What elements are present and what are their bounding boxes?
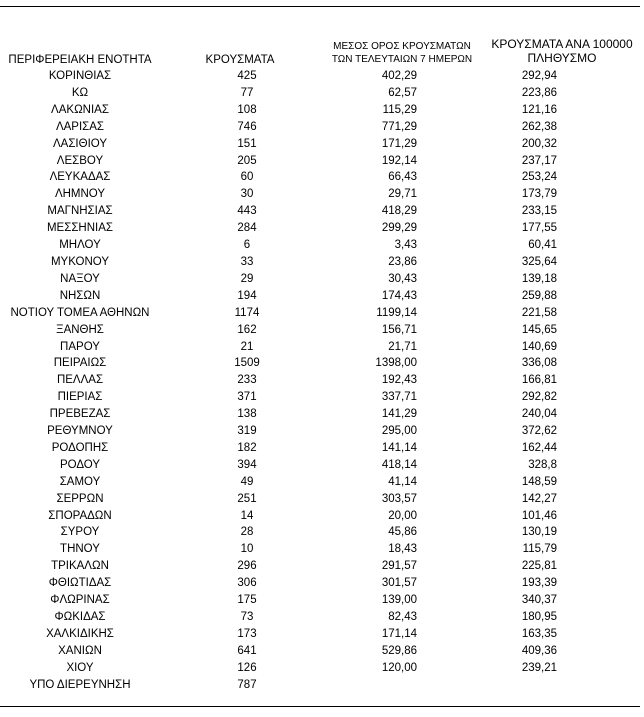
- header-cases-per-100k: [477, 37, 644, 65]
- table-row: [0, 136, 597, 153]
- cases-table: [0, 68, 597, 694]
- avg-7-days-cell: 23,86: [388, 255, 417, 268]
- region-cell: ΡΕΘΥΜΝΟΥ: [47, 425, 113, 438]
- per-100k-cell: 237,17: [521, 154, 557, 167]
- avg-7-days-cell: 303,57: [381, 492, 417, 505]
- region-cell: ΡΟΔΟΥ: [59, 458, 101, 471]
- avg-7-days-cell: 62,57: [388, 86, 417, 99]
- region-cell: ΜΥΚΟΝΟΥ: [50, 255, 110, 268]
- region-cell: ΝΟΤΙΟΥ ΤΟΜΕΑ ΑΘΗΝΩΝ: [10, 306, 150, 319]
- per-100k-cell: 259,88: [521, 289, 557, 302]
- table-row: [0, 203, 597, 220]
- cases-cell: 746: [237, 120, 257, 133]
- cases-cell: 182: [237, 441, 257, 454]
- avg-7-days-cell: 418,29: [381, 205, 417, 218]
- table-row: [0, 372, 597, 389]
- cases-cell: 205: [237, 154, 257, 167]
- per-100k-cell: 173,79: [521, 188, 557, 201]
- cases-cell: 138: [237, 408, 257, 421]
- table-row: [0, 305, 597, 322]
- region-cell: ΣΥΡΟΥ: [60, 526, 100, 539]
- region-cell: ΦΘΙΩΤΙΔΑΣ: [48, 577, 112, 590]
- region-cell: ΠΕΙΡΑΙΩΣ: [53, 357, 107, 370]
- region-cell: ΠΙΕΡΙΑΣ: [57, 391, 103, 404]
- region-cell: ΜΕΣΣΗΝΙΑΣ: [46, 222, 114, 235]
- header-avg-line2: ΤΩΝ ΤΕΛΕΥΤΑΙΩΝ 7 ΗΜΕΡΩΝ: [331, 54, 473, 65]
- per-100k-cell: 340,37: [521, 594, 557, 607]
- per-100k-cell: 180,95: [521, 611, 557, 623]
- cases-cell: 425: [237, 70, 257, 82]
- table-row: [0, 626, 597, 643]
- avg-7-days-cell: 771,29: [381, 120, 417, 133]
- header-avg-line1: ΜΕΣΟΣ ΟΡΟΣ ΚΡΟΥΣΜΑΤΩΝ: [333, 41, 471, 52]
- cases-cell: 371: [237, 391, 257, 404]
- cases-cell: 77: [240, 86, 254, 99]
- avg-7-days-cell: 529,86: [381, 644, 417, 657]
- cases-cell: 49: [240, 475, 254, 488]
- per-100k-cell: 140,69: [521, 340, 557, 353]
- region-cell: ΦΛΩΡΙΝΑΣ: [50, 594, 110, 607]
- table-row: [0, 220, 597, 237]
- per-100k-cell: 225,81: [521, 560, 557, 573]
- region-cell: ΧΙΟΥ: [66, 661, 94, 674]
- per-100k-cell: 239,21: [521, 661, 557, 674]
- cases-cell: 443: [237, 205, 257, 218]
- avg-7-days-cell: 156,71: [381, 323, 417, 336]
- region-cell: ΠΕΛΛΑΣ: [56, 374, 104, 387]
- per-100k-cell: 130,19: [521, 526, 557, 539]
- table-row: [0, 288, 597, 305]
- header-per100k-line1: ΚΡΟΥΣΜΑΤΑ ΑΝΑ 100000: [491, 37, 633, 51]
- per-100k-cell: 409,36: [521, 644, 557, 657]
- per-100k-cell: 253,24: [521, 171, 557, 184]
- table-row: [0, 85, 597, 102]
- per-100k-cell: 240,04: [521, 408, 557, 421]
- table-row: [0, 68, 597, 85]
- cases-cell: 14: [240, 509, 254, 522]
- bottom-rule: [0, 706, 640, 707]
- avg-7-days-cell: 402,29: [381, 70, 417, 82]
- per-100k-cell: 336,08: [521, 357, 557, 370]
- cases-cell: 21: [240, 340, 254, 353]
- avg-7-days-cell: 141,29: [381, 408, 417, 421]
- per-100k-cell: 166,81: [521, 374, 557, 387]
- avg-7-days-cell: 174,43: [381, 289, 417, 302]
- table-row: [0, 541, 597, 558]
- avg-7-days-cell: 291,57: [381, 560, 417, 573]
- per-100k-cell: 115,79: [522, 543, 557, 556]
- cases-cell: 73: [240, 611, 254, 623]
- region-cell: ΤΡΙΚΑΛΩΝ: [51, 560, 109, 573]
- cases-cell: 33: [240, 255, 254, 268]
- region-cell: ΜΑΓΝΗΣΙΑΣ: [47, 205, 113, 218]
- per-100k-cell: 262,38: [521, 120, 557, 133]
- per-100k-cell: 325,64: [521, 255, 557, 268]
- avg-7-days-cell: 171,29: [381, 137, 417, 150]
- cases-cell: 1509: [234, 357, 260, 370]
- avg-7-days-cell: 337,71: [381, 391, 417, 404]
- region-cell: ΛΗΜΝΟΥ: [54, 188, 106, 201]
- per-100k-cell: 193,39: [521, 577, 557, 590]
- per-100k-cell: 139,18: [521, 272, 557, 285]
- per-100k-cell: 372,62: [521, 425, 557, 438]
- per-100k-cell: 292,82: [521, 391, 557, 404]
- region-cell: ΣΑΜΟΥ: [59, 475, 101, 488]
- avg-7-days-cell: [332, 677, 417, 694]
- avg-7-days-cell: 66,43: [388, 171, 417, 184]
- avg-7-days-cell: 45,86: [388, 526, 417, 539]
- region-cell: ΝΑΞΟΥ: [60, 272, 100, 285]
- per-100k-cell: 101,46: [521, 509, 557, 522]
- region-cell: ΡΟΔΟΠΗΣ: [51, 441, 109, 454]
- avg-7-days-cell: 120,00: [381, 661, 417, 674]
- per-100k-cell: [417, 677, 597, 694]
- header-cases: ΚΡΟΥΣΜΑΤΑ: [205, 54, 275, 66]
- table-row: [0, 237, 597, 254]
- cases-cell: 29: [240, 272, 254, 285]
- per-100k-cell: 200,32: [521, 137, 557, 150]
- table-row: [0, 474, 597, 491]
- per-100k-cell: 328,8: [528, 458, 557, 471]
- table-row: [0, 169, 597, 186]
- avg-7-days-cell: 141,14: [381, 441, 417, 454]
- table-row: [0, 592, 597, 609]
- table-row: [0, 423, 597, 440]
- region-cell: ΛΕΥΚΑΔΑΣ: [49, 171, 111, 184]
- top-rule: [0, 6, 640, 7]
- table-row: [0, 558, 597, 575]
- region-cell: ΣΠΟΡΑΔΩΝ: [48, 509, 112, 522]
- region-cell: ΧΑΛΚΙΔΙΚΗΣ: [46, 627, 114, 640]
- table-row: [0, 491, 597, 508]
- cases-cell: 641: [237, 644, 257, 657]
- table-row: [0, 575, 597, 592]
- cases-cell: 60: [240, 171, 254, 184]
- region-cell: ΠΡΕΒΕΖΑΣ: [49, 408, 111, 421]
- avg-7-days-cell: 3,43: [394, 239, 417, 252]
- table-body: [0, 68, 597, 694]
- cases-cell: 173: [237, 627, 257, 640]
- avg-7-days-cell: 41,14: [388, 475, 417, 488]
- cases-cell: 126: [237, 661, 257, 674]
- per-100k-cell: 221,58: [521, 306, 557, 319]
- avg-7-days-cell: 115,29: [382, 103, 417, 116]
- avg-7-days-cell: 29,71: [388, 188, 417, 201]
- table-row: [0, 524, 597, 541]
- table-row: [0, 186, 597, 203]
- avg-7-days-cell: 192,43: [381, 374, 417, 387]
- region-cell: ΦΩΚΙΔΑΣ: [54, 611, 106, 623]
- region-cell: ΚΩ: [71, 86, 89, 99]
- table-row: [0, 102, 597, 119]
- region-cell: ΛΑΚΩΝΙΑΣ: [51, 103, 109, 116]
- table-row: [0, 339, 597, 356]
- header-region: ΠΕΡΙΦΕΡΕΙΑΚΗ ΕΝΟΤΗΤΑ: [8, 54, 152, 66]
- cases-cell: 394: [237, 458, 257, 471]
- avg-7-days-cell: 20,00: [388, 509, 417, 522]
- header-avg-7-days: [322, 40, 482, 66]
- cases-cell: 30: [240, 188, 254, 201]
- avg-7-days-cell: 30,43: [388, 272, 417, 285]
- avg-7-days-cell: 82,43: [388, 611, 417, 623]
- cases-cell: 108: [237, 103, 257, 116]
- region-cell: ΚΟΡΙΝΘΙΑΣ: [48, 70, 112, 82]
- per-100k-cell: 148,59: [521, 475, 557, 488]
- avg-7-days-cell: 299,29: [381, 222, 417, 235]
- avg-7-days-cell: 1398,00: [375, 357, 417, 370]
- region-cell: ΝΗΣΩΝ: [59, 289, 101, 302]
- region-cell: ΤΗΝΟΥ: [60, 543, 100, 556]
- table-row: [0, 254, 597, 271]
- cases-cell: 319: [237, 425, 257, 438]
- header-per100k-line2: ΠΛΗΘΥΣΜΟ: [527, 51, 597, 65]
- table-row: [0, 406, 597, 423]
- avg-7-days-cell: 18,43: [388, 543, 417, 556]
- cases-cell: 6: [243, 239, 251, 252]
- per-100k-cell: 292,94: [521, 70, 557, 82]
- per-100k-cell: 60,41: [528, 239, 557, 252]
- region-cell: ΛΕΣΒΟΥ: [56, 154, 104, 167]
- table-row: [0, 609, 597, 626]
- table-row: [0, 440, 597, 457]
- avg-7-days-cell: 192,14: [381, 154, 417, 167]
- region-cell: ΛΑΡΙΣΑΣ: [55, 120, 105, 133]
- cases-cell: 284: [237, 222, 257, 235]
- table-row: [0, 322, 597, 339]
- avg-7-days-cell: 21,71: [388, 340, 417, 353]
- region-cell: ΧΑΝΙΩΝ: [58, 644, 102, 657]
- table-row: [0, 271, 597, 288]
- table-row: [0, 355, 597, 372]
- cases-cell: 296: [237, 560, 257, 573]
- region-cell: ΞΑΝΘΗΣ: [56, 323, 104, 336]
- avg-7-days-cell: 418,14: [381, 458, 417, 471]
- cases-cell: 162: [237, 323, 257, 336]
- per-100k-cell: 163,35: [521, 627, 557, 640]
- table-row: [0, 119, 597, 136]
- table-row: [0, 660, 597, 677]
- region-cell: ΜΗΛΟΥ: [59, 239, 101, 252]
- table-row: [0, 153, 597, 170]
- region-cell: ΛΑΣΙΘΙΟΥ: [52, 137, 108, 150]
- region-cell: ΥΠΟ ΔΙΕΡΕΥΝΗΣΗ: [29, 678, 131, 691]
- cases-cell: 251: [237, 492, 257, 505]
- avg-7-days-cell: 295,00: [381, 425, 417, 438]
- cases-cell: 151: [237, 137, 257, 150]
- table-row: [0, 643, 597, 660]
- cases-cell: 306: [237, 577, 257, 590]
- avg-7-days-cell: 1199,14: [376, 306, 417, 319]
- per-100k-cell: 142,27: [521, 492, 557, 505]
- table-row: [0, 677, 597, 694]
- cases-cell: 787: [237, 678, 257, 691]
- cases-cell: 28: [240, 526, 254, 539]
- table-row: [0, 457, 597, 474]
- cases-cell: 1174: [234, 306, 260, 319]
- per-100k-cell: 223,86: [521, 86, 557, 99]
- per-100k-cell: 177,55: [521, 222, 557, 235]
- per-100k-cell: 233,15: [521, 205, 557, 218]
- cases-cell: 10: [240, 543, 254, 556]
- per-100k-cell: 145,65: [521, 323, 557, 336]
- cases-cell: 175: [237, 594, 257, 607]
- cases-cell: 233: [237, 374, 257, 387]
- per-100k-cell: 121,16: [521, 103, 557, 116]
- cases-cell: 194: [237, 289, 257, 302]
- avg-7-days-cell: 139,00: [381, 594, 417, 607]
- region-cell: ΣΕΡΡΩΝ: [56, 492, 104, 505]
- per-100k-cell: 162,44: [521, 441, 557, 454]
- avg-7-days-cell: 301,57: [381, 577, 417, 590]
- region-cell: ΠΑΡΟΥ: [60, 340, 100, 353]
- avg-7-days-cell: 171,14: [381, 627, 417, 640]
- table-row: [0, 389, 597, 406]
- table-row: [0, 508, 597, 525]
